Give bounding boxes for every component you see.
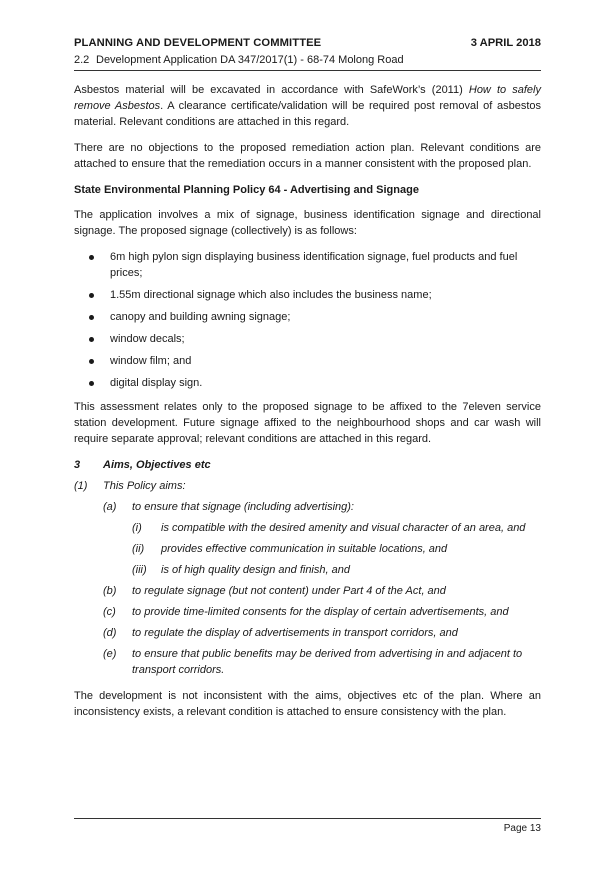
signage-list: [74, 249, 541, 391]
remediation-paragraph: There are no objections to the proposed remediation action plan. Relevant conditions are attached to ensure that the remediation occurs in a manner consistent with the proposed plan.: [74, 142, 541, 170]
bullet-icon: [89, 359, 94, 364]
page-number: Page 13: [503, 823, 541, 834]
bullet-icon: [89, 381, 94, 386]
committee-title: PLANNING AND DEVELOPMENT COMMITTEE: [74, 37, 322, 49]
conclusion-paragraph: The development is not inconsistent with the aims, objectives etc of the plan. Where an inconsistency exists, a relevant condition is attached to ensure consistency with the plan.: [74, 690, 541, 718]
clause-subitem: (ii) provides effective communication in suitable locations, and: [132, 543, 448, 555]
clause-item: (d) to regulate the display of advertisements in transport corridors, and: [103, 627, 458, 639]
list-item: window film; and: [74, 353, 541, 369]
report-body: [74, 82, 541, 730]
publication-title: How to safely remove Asbestos: [74, 84, 541, 112]
list-item: 6m high pylon sign displaying business identification signage, fuel products and fuel prices;: [74, 249, 541, 281]
bullet-icon: [89, 255, 94, 260]
bullet-icon: [89, 293, 94, 298]
para1-text-start: Asbestos material will be excavated in accordance with SafeWork’s (2011): [74, 84, 469, 96]
meeting-date: 3 APRIL 2018: [470, 37, 541, 49]
item-number: 2.2: [74, 54, 90, 66]
signage-intro-paragraph: The application involves a mix of signage, business identification signage and directional signage. The proposed signage (collectively) is as follows:: [74, 209, 541, 237]
item-title: Development Application DA 347/2017(1) - 68-74 Molong Road: [96, 54, 404, 66]
clause-subsection: (1) This Policy aims:: [74, 480, 186, 492]
list-item: digital display sign.: [74, 375, 541, 391]
list-item: 1.55m directional signage which also includes the business name;: [74, 287, 541, 303]
bullet-icon: [89, 315, 94, 320]
clause-number: 3: [74, 459, 81, 471]
sepp-heading: State Environmental Planning Policy 64 - Advertising and Signage: [74, 184, 419, 196]
asbestos-paragraph: [74, 82, 541, 130]
list-item: window decals;: [74, 331, 541, 347]
item-subheading: [74, 54, 404, 66]
clause-item: (a) to ensure that signage (including advertising):: [103, 501, 354, 513]
bullet-icon: [89, 337, 94, 342]
clause-subitem: (i) is compatible with the desired amenity and visual character of an area, and: [132, 522, 526, 534]
header-divider: [74, 70, 541, 71]
clause-subitem: (iii) is of high quality design and finish, and: [132, 564, 350, 576]
clause-heading: [74, 457, 541, 473]
list-item: canopy and building awning signage;: [74, 309, 541, 325]
clause-item: (e) to ensure that public benefits may be derived from advertising in and adjacent to transport corridors.: [103, 648, 523, 676]
clause-item: (c) to provide time-limited consents for the display of certain advertisements, and: [103, 606, 509, 618]
para1-text-end: . A clearance certificate/validation will be required post removal of asbestos material. Relevant conditions are attached in this regard.: [74, 100, 541, 128]
footer-divider: [74, 818, 541, 819]
clause-item: (b) to regulate signage (but not content) under Part 4 of the Act, and: [103, 585, 446, 597]
clause-title: Aims, Objectives etc: [103, 459, 211, 471]
assessment-scope-paragraph: This assessment relates only to the proposed signage to be affixed to the 7eleven service station development. Future signage affixed to the neighbourhood shops and car wash will require separate approval; relevant conditions are attached in this regard.: [74, 401, 541, 445]
